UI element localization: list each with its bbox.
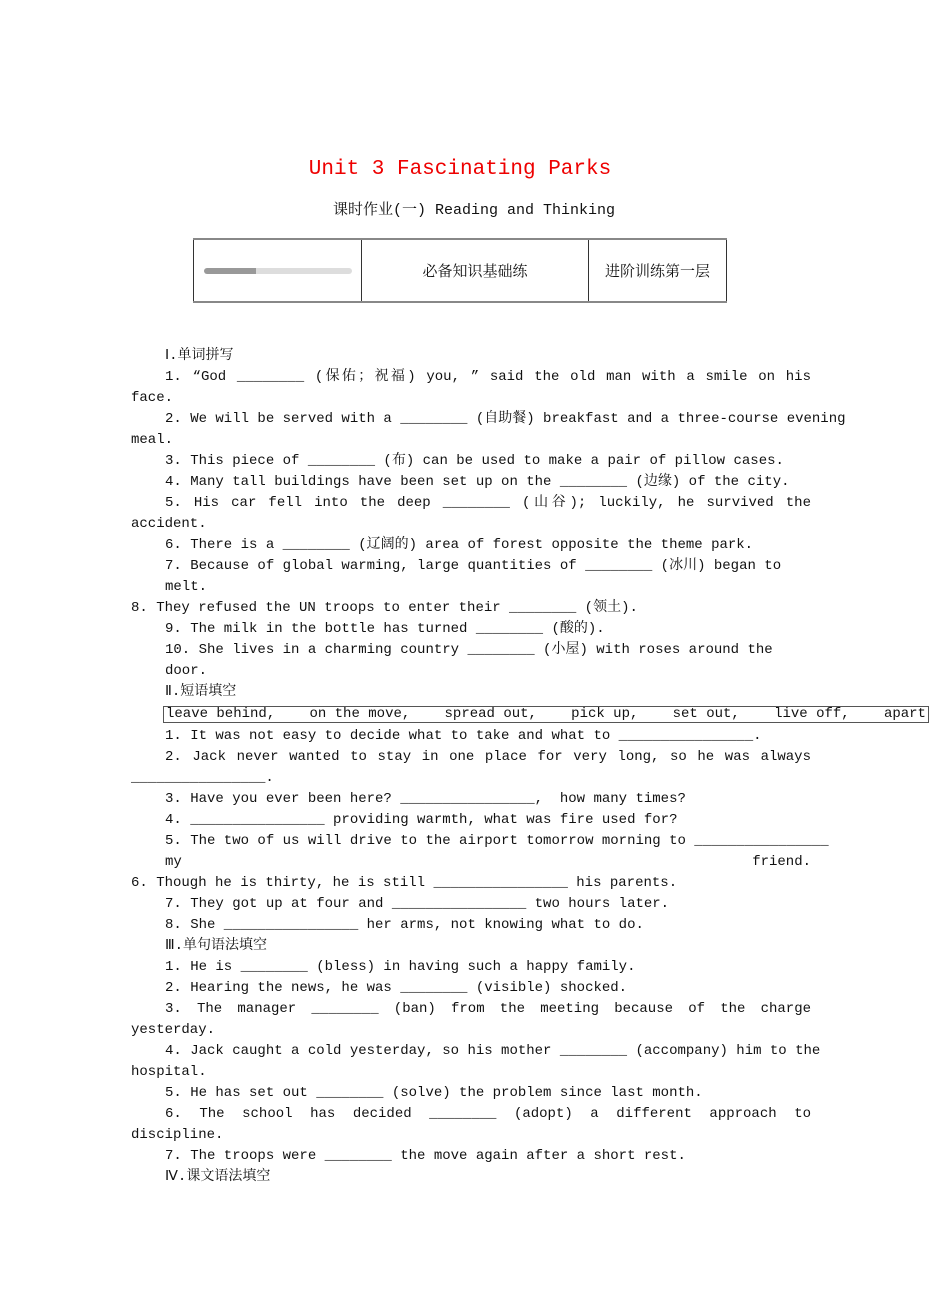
question-line: discipline. [131,1127,224,1143]
question-line: 3. This piece of ________ (布) can be used to make a pair of pillow cases. [165,453,784,469]
question-line: 5. His car fell into the deep ________ (山谷); luckily, he survived the [165,495,811,511]
question-line: 1. He is ________ (bless) in having such a happy family. [165,959,636,975]
question-line: yesterday. [131,1022,216,1038]
question-line: face. [131,390,174,406]
question-line: 4. Jack caught a cold yesterday, so his mother ________ (accompany) him to the [165,1043,821,1059]
phrase-option: pick up, [571,706,639,722]
header-cell-advanced: 进阶训练第一层 [589,239,727,302]
phrase-option: set out, [672,706,740,722]
question-line: 1. It was not easy to decide what to take and what to ________________. [165,728,762,744]
question-line: 6. The school has decided ________ (adopt) a different approach to [165,1106,811,1122]
phrase-option: spread out, [444,706,537,722]
phrase-option: apart [883,706,926,722]
question-line: 2. We will be served with a ________ (自助餐) breakfast and a three-course evening [165,411,846,427]
question-line: 10. She lives in a charming country ________ (小屋) with roses around the [165,642,773,658]
question-line: 8. They refused the UN troops to enter their ________ (领土). [131,600,638,616]
section-title: Ⅱ.短语填空 [165,684,237,700]
phrase-option: leave behind, [166,706,276,722]
question-line: 2. Hearing the news, he was ________ (visible) shocked. [165,980,628,996]
phrase-bank-box [163,706,929,723]
phrase-option: live off, [774,706,850,722]
question-line: 6. Though he is thirty, he is still ________________ his parents. [131,875,678,891]
question-line: 9. The milk in the bottle has turned ________ (酸的). [165,621,605,637]
header-table [193,238,727,303]
lesson-subtitle: 课时作业(一) Reading and Thinking [332,202,616,219]
question-line: 8. She ________________ her arms, not knowing what to do. [165,917,644,933]
question-line: 6. There is a ________ (辽阔的) area of forest opposite the theme park. [165,537,754,553]
header-cell-basic: 必备知识基础练 [362,239,589,302]
question-line: 5. He has set out ________ (solve) the problem since last month. [165,1085,703,1101]
question-line: 1. “God ________ (保佑；祝福) you, ” said the old man with a smile on his [165,369,811,385]
section-title: Ⅲ.单句语法填空 [165,938,268,954]
exercise-body [131,346,926,1188]
question-line: my friend. [165,854,811,870]
question-line: door. [165,663,208,679]
question-line: 4. ________________ providing warmth, what was fire used for? [165,812,678,828]
question-line: hospital. [131,1064,207,1080]
question-line: 7. They got up at four and ________________ two hours later. [165,896,670,912]
progress-bar-image [204,268,352,274]
question-line: 7. Because of global warming, large quantities of ________ (冰川) began to [165,558,782,574]
question-line: meal. [131,432,174,448]
question-line: melt. [165,579,208,595]
phrase-option: on the move, [309,706,411,722]
unit-title: Unit 3 Fascinating Parks [308,158,612,181]
question-line: 2. Jack never wanted to stay in one place for very long, so he was always [165,749,811,765]
question-line: 7. The troops were ________ the move again after a short rest. [165,1148,686,1164]
progress-bar-cell [194,239,362,302]
question-line: 3. The manager ________ (ban) from the meeting because of the charge [165,1001,811,1017]
section-title: Ⅳ.课文语法填空 [165,1169,271,1185]
question-line: 5. The two of us will drive to the airport tomorrow morning to ________________ [165,833,829,849]
question-line: ________________. [131,770,274,786]
question-line: accident. [131,516,207,532]
question-line: 4. Many tall buildings have been set up on the ________ (边缘) of the city. [165,474,790,490]
question-line: 3. Have you ever been here? ________________, how many times? [165,791,686,807]
section-title: Ⅰ.单词拼写 [165,348,234,364]
